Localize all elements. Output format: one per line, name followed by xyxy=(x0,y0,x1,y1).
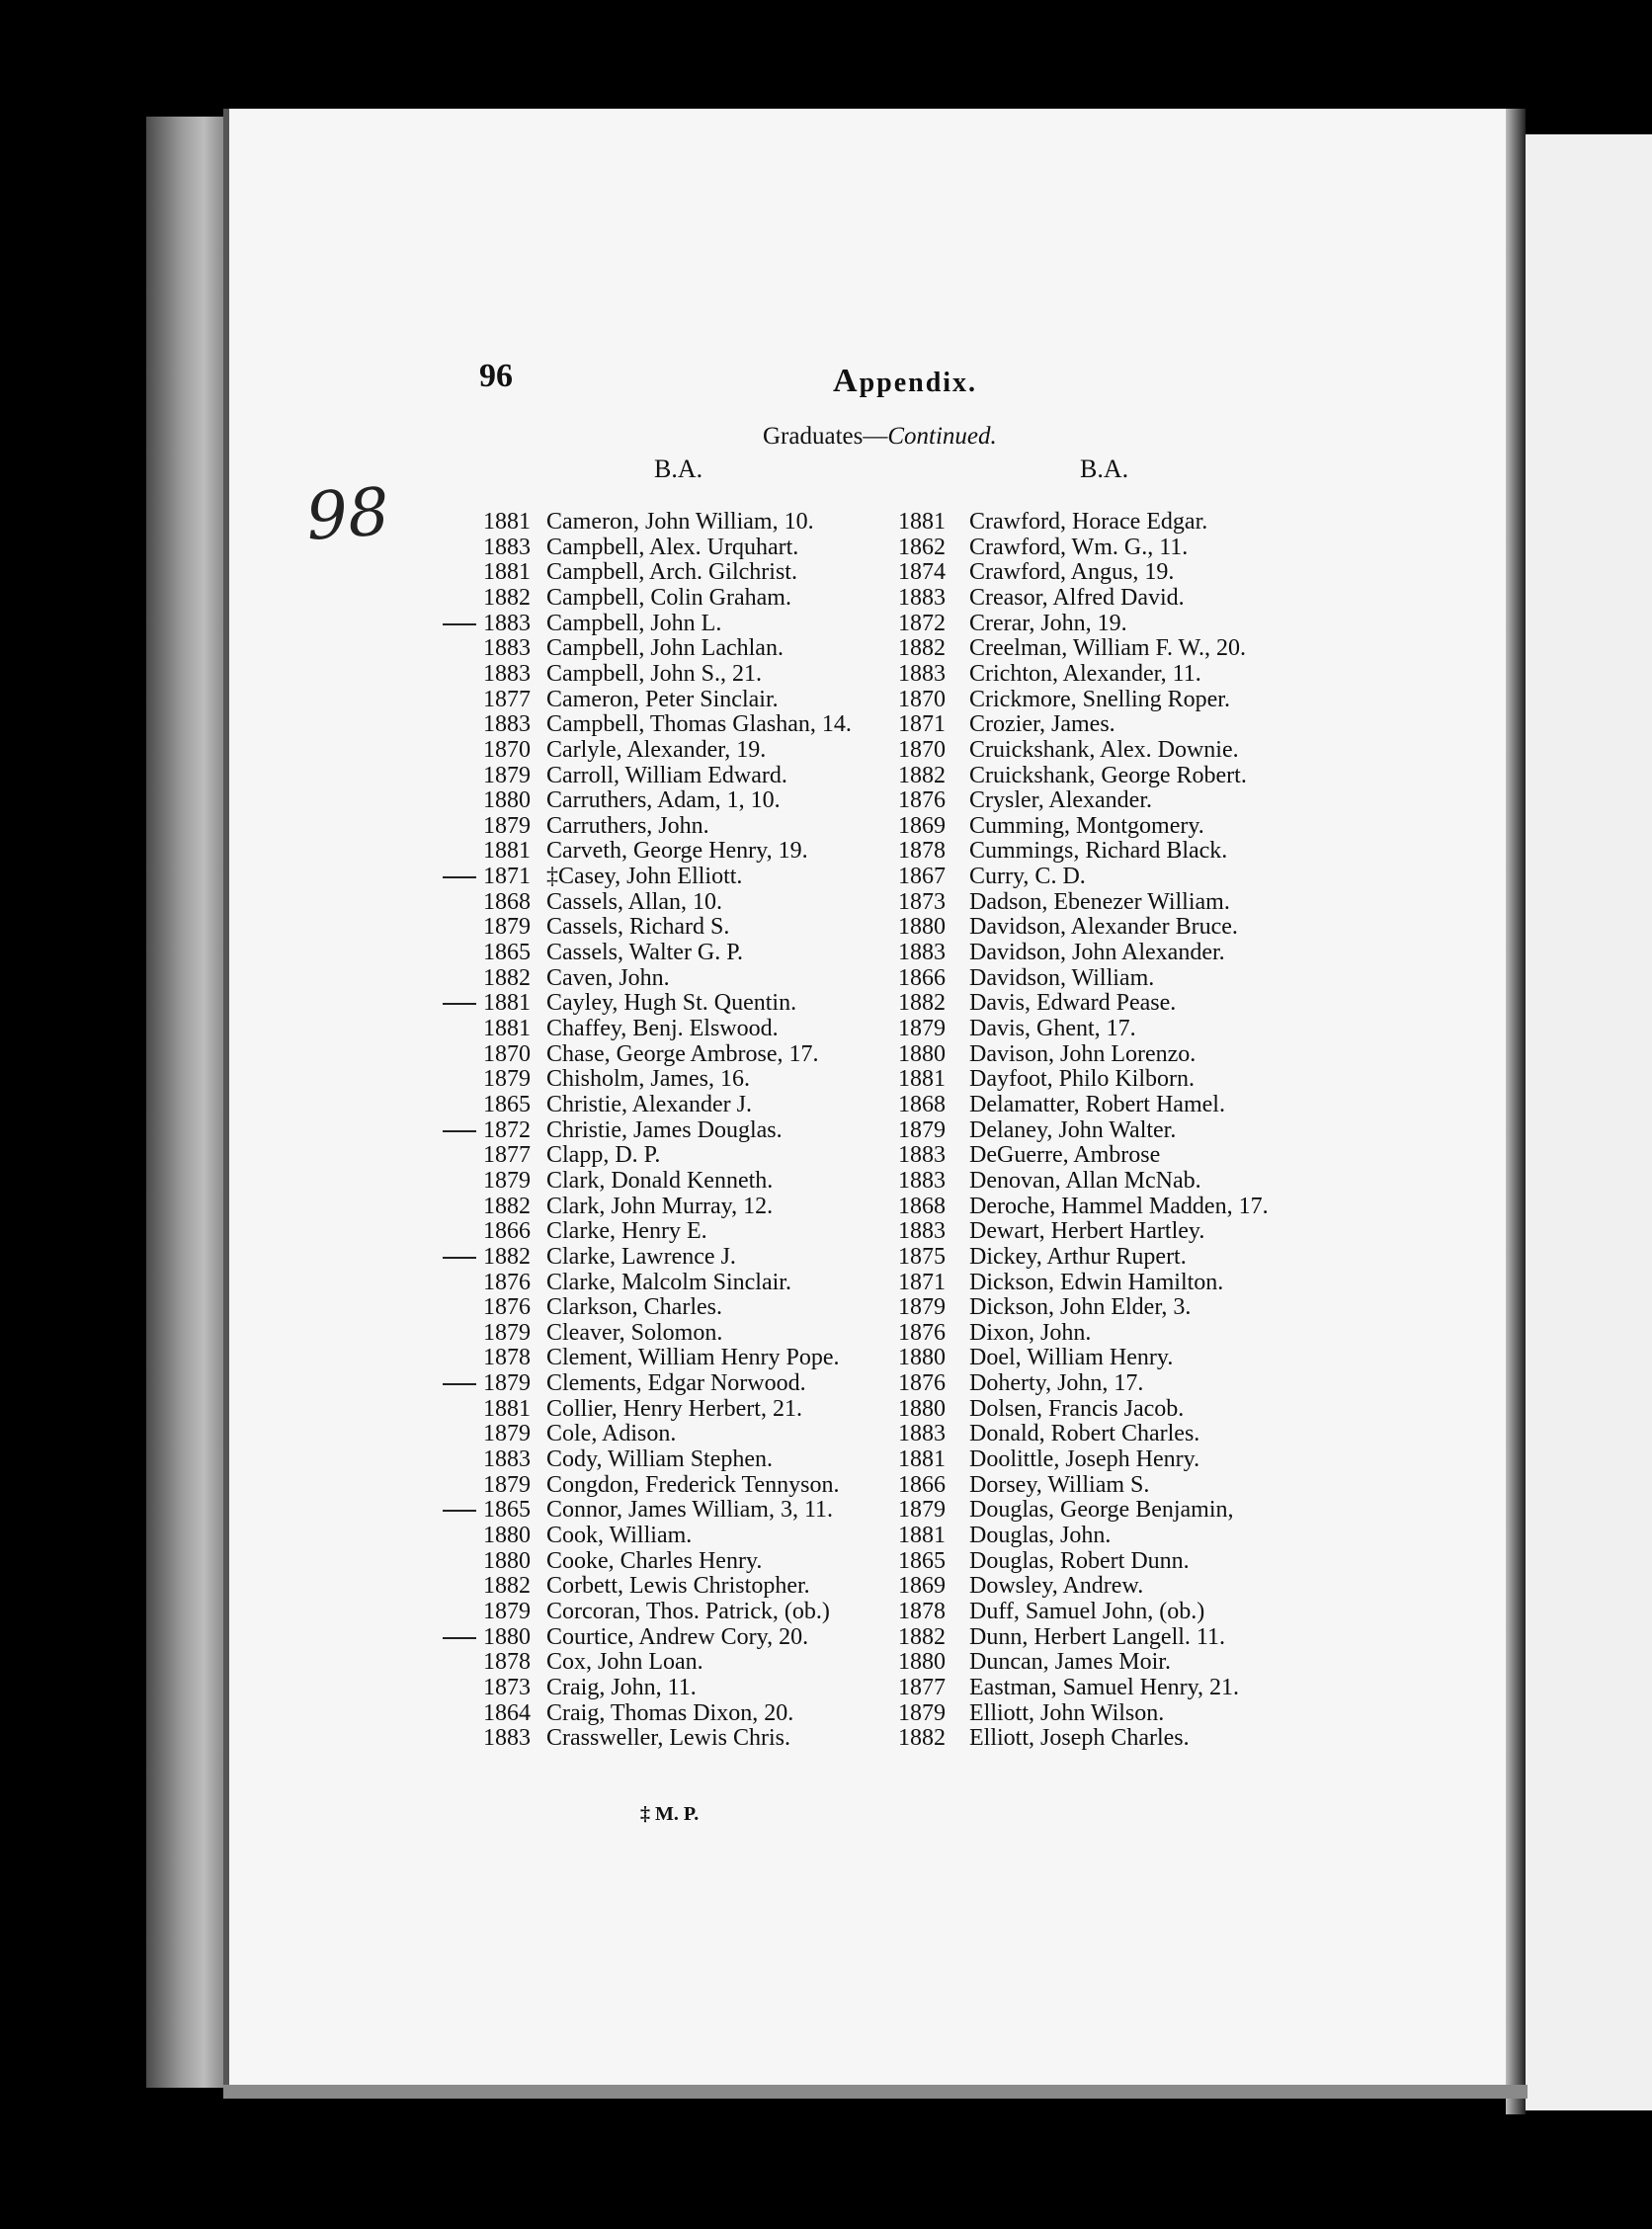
graduation-year: 1878 xyxy=(898,1598,946,1624)
graduation-year: 1880 xyxy=(898,1649,946,1676)
graduate-name: Connor, James William, 3, 11. xyxy=(546,1497,834,1524)
graduation-year: 1883 xyxy=(898,1142,946,1169)
graduation-year: 1877 xyxy=(483,1142,531,1169)
graduate-name: Clement, William Henry Pope. xyxy=(546,1345,840,1371)
pencil-tick-mark xyxy=(443,1257,476,1259)
graduation-year: 1866 xyxy=(898,964,946,991)
subtitle-main: Graduates— xyxy=(763,423,888,450)
pencil-tick-mark xyxy=(443,1003,476,1005)
graduation-year: 1870 xyxy=(898,686,946,712)
graduate-name: Crysler, Alexander. xyxy=(969,787,1152,814)
graduation-year: 1872 xyxy=(898,610,946,636)
running-title: Appendix. xyxy=(833,363,978,399)
graduate-name: Cleaver, Solomon. xyxy=(546,1319,723,1346)
graduation-year: 1883 xyxy=(483,660,531,687)
graduate-name: Eastman, Samuel Henry, 21. xyxy=(969,1674,1240,1700)
graduation-year: 1881 xyxy=(483,509,531,535)
graduation-year: 1880 xyxy=(483,1623,531,1650)
graduate-name: Cummings, Richard Black. xyxy=(969,838,1228,865)
graduate-name: Crickmore, Snelling Roper. xyxy=(969,686,1230,712)
graduation-year: 1872 xyxy=(483,1116,531,1143)
graduation-year: 1881 xyxy=(483,838,531,865)
graduate-name: Davis, Edward Pease. xyxy=(969,990,1177,1017)
graduation-year: 1862 xyxy=(898,534,946,560)
graduation-year: 1879 xyxy=(483,812,531,839)
graduation-year: 1879 xyxy=(483,762,531,788)
graduation-year: 1865 xyxy=(483,1497,531,1524)
graduation-year: 1882 xyxy=(898,635,946,662)
graduate-name: Crawford, Horace Edgar. xyxy=(969,509,1208,535)
graduate-name: Campbell, John S., 21. xyxy=(546,660,763,687)
graduate-name: Cameron, Peter Sinclair. xyxy=(546,686,779,712)
graduation-year: 1879 xyxy=(898,1497,946,1524)
graduate-name: Carroll, William Edward. xyxy=(546,762,787,788)
page-number: 96 xyxy=(479,358,513,394)
graduation-year: 1882 xyxy=(483,964,531,991)
graduation-year: 1878 xyxy=(483,1649,531,1676)
graduation-year: 1879 xyxy=(483,1167,531,1194)
graduation-year: 1881 xyxy=(483,1016,531,1041)
graduation-year: 1875 xyxy=(898,1243,946,1270)
graduate-name: Cruickshank, Alex. Downie. xyxy=(969,736,1239,763)
graduation-year: 1881 xyxy=(483,559,531,586)
graduate-name: Elliott, John Wilson. xyxy=(969,1699,1165,1726)
graduate-name: Clapp, D. P. xyxy=(546,1142,661,1169)
graduation-year: 1880 xyxy=(898,1395,946,1422)
graduate-name: Clarkson, Charles. xyxy=(546,1294,722,1321)
graduate-name: Campbell, Colin Graham. xyxy=(546,584,791,611)
graduation-year: 1876 xyxy=(483,1269,531,1295)
graduate-name: Cooke, Charles Henry. xyxy=(546,1547,763,1574)
graduate-name: Corbett, Lewis Christopher. xyxy=(546,1573,810,1600)
graduate-name: Campbell, Thomas Glashan, 14. xyxy=(546,711,852,738)
section-subtitle xyxy=(763,423,997,451)
graduation-year: 1880 xyxy=(898,914,946,941)
pencil-tick-mark xyxy=(443,1383,476,1385)
graduation-year: 1868 xyxy=(898,1193,946,1219)
graduation-year: 1870 xyxy=(483,736,531,763)
graduate-name: Clarke, Malcolm Sinclair. xyxy=(546,1269,791,1295)
graduation-year: 1878 xyxy=(483,1345,531,1371)
graduate-name: Cumming, Montgomery. xyxy=(969,812,1204,839)
graduation-year: 1876 xyxy=(898,1370,946,1397)
graduate-name: Duff, Samuel John, (ob.) xyxy=(969,1598,1205,1624)
graduation-year: 1881 xyxy=(483,990,531,1017)
graduation-year: 1882 xyxy=(898,990,946,1017)
graduation-year: 1868 xyxy=(483,888,531,915)
graduation-year: 1869 xyxy=(898,1573,946,1600)
pencil-tick-mark xyxy=(443,876,476,878)
graduation-year: 1865 xyxy=(483,940,531,966)
graduate-name: Crassweller, Lewis Chris. xyxy=(546,1725,790,1752)
graduate-name: Davidson, Alexander Bruce. xyxy=(969,914,1238,941)
graduate-name: Corcoran, Thos. Patrick, (ob.) xyxy=(546,1598,830,1624)
subtitle-continued: Continued. xyxy=(887,423,997,450)
graduation-year: 1882 xyxy=(483,1243,531,1270)
graduation-year: 1883 xyxy=(898,660,946,687)
graduation-year: 1870 xyxy=(898,736,946,763)
graduation-year: 1871 xyxy=(898,711,946,738)
graduation-year: 1866 xyxy=(483,1218,531,1245)
graduate-name: Clark, John Murray, 12. xyxy=(546,1193,774,1219)
graduation-year: 1877 xyxy=(898,1674,946,1700)
graduation-year: 1880 xyxy=(898,1345,946,1371)
graduation-year: 1883 xyxy=(483,711,531,738)
graduate-name: Dixon, John. xyxy=(969,1319,1092,1346)
graduate-name: Cassels, Richard S. xyxy=(546,914,730,941)
graduate-name: Chisholm, James, 16. xyxy=(546,1066,751,1093)
pencil-tick-mark xyxy=(443,1130,476,1132)
graduate-name: Douglas, Robert Dunn. xyxy=(969,1547,1190,1574)
graduate-name: Cruickshank, George Robert. xyxy=(969,762,1247,788)
graduate-name: Dadson, Ebenezer William. xyxy=(969,888,1230,915)
graduation-year: 1880 xyxy=(483,1547,531,1574)
graduate-name: Clarke, Henry E. xyxy=(546,1218,707,1245)
graduate-name: Davis, Ghent, 17. xyxy=(969,1016,1136,1041)
graduate-name: Courtice, Andrew Cory, 20. xyxy=(546,1623,809,1650)
graduate-name: Dickson, Edwin Hamilton. xyxy=(969,1269,1224,1295)
graduate-name: Delamatter, Robert Hamel. xyxy=(969,1091,1225,1117)
graduate-name: Dunn, Herbert Langell. 11. xyxy=(969,1623,1226,1650)
graduation-year: 1879 xyxy=(483,1421,531,1447)
graduate-name: Dickey, Arthur Rupert. xyxy=(969,1243,1187,1270)
graduate-name: Douglas, John. xyxy=(969,1523,1112,1548)
pencil-tick-mark xyxy=(443,1510,476,1512)
graduate-name: Dewart, Herbert Hartley. xyxy=(969,1218,1205,1245)
graduate-name: Creelman, William F. W., 20. xyxy=(969,635,1246,662)
graduation-year: 1879 xyxy=(898,1699,946,1726)
graduate-name: Cassels, Walter G. P. xyxy=(546,940,743,966)
graduate-name: Campbell, John Lachlan. xyxy=(546,635,784,662)
graduate-name: Cook, William. xyxy=(546,1523,693,1548)
graduation-year: 1883 xyxy=(898,1218,946,1245)
graduate-name: Elliott, Joseph Charles. xyxy=(969,1725,1190,1752)
graduation-year: 1879 xyxy=(483,1598,531,1624)
graduation-year: 1876 xyxy=(483,1294,531,1321)
graduation-year: 1883 xyxy=(483,534,531,560)
graduation-year: 1870 xyxy=(483,1040,531,1067)
page-bottom-edge xyxy=(223,2085,1528,2099)
graduate-name: Cassels, Allan, 10. xyxy=(546,888,722,915)
graduate-name: Crozier, James. xyxy=(969,711,1115,738)
document-page xyxy=(223,109,1524,2095)
graduation-year: 1881 xyxy=(898,1523,946,1548)
graduation-year: 1864 xyxy=(483,1699,531,1726)
graduation-year: 1879 xyxy=(898,1294,946,1321)
graduate-name: Davison, John Lorenzo. xyxy=(969,1040,1197,1067)
pencil-tick-mark xyxy=(443,1637,476,1639)
column-head-right: B.A. xyxy=(1080,454,1129,483)
graduate-name: DeGuerre, Ambrose xyxy=(969,1142,1161,1169)
graduation-year: 1865 xyxy=(483,1091,531,1117)
graduation-year: 1881 xyxy=(898,1066,946,1093)
graduate-name: ‡Casey, John Elliott. xyxy=(546,864,743,890)
graduation-year: 1879 xyxy=(483,914,531,941)
facing-page xyxy=(1526,134,1652,2110)
graduate-name: Doel, William Henry. xyxy=(969,1345,1174,1371)
graduation-year: 1873 xyxy=(898,888,946,915)
graduation-year: 1881 xyxy=(483,1395,531,1422)
graduate-name: Christie, James Douglas. xyxy=(546,1116,783,1143)
footnote: ‡ M. P. xyxy=(640,1803,700,1825)
graduate-name: Congdon, Frederick Tennyson. xyxy=(546,1471,840,1498)
graduation-year: 1879 xyxy=(898,1016,946,1041)
graduate-name: Christie, Alexander J. xyxy=(546,1091,752,1117)
graduate-name: Dowsley, Andrew. xyxy=(969,1573,1144,1600)
graduate-name: Craig, John, 11. xyxy=(546,1674,697,1700)
graduate-name: Cole, Adison. xyxy=(546,1421,677,1447)
graduation-year: 1883 xyxy=(898,940,946,966)
graduate-name: Dickson, John Elder, 3. xyxy=(969,1294,1192,1321)
graduate-name: Dolsen, Francis Jacob. xyxy=(969,1395,1185,1422)
graduate-name: Caven, John. xyxy=(546,964,670,991)
graduation-year: 1883 xyxy=(898,1421,946,1447)
graduation-year: 1871 xyxy=(898,1269,946,1295)
graduation-year: 1882 xyxy=(483,1573,531,1600)
graduate-name: Chaffey, Benj. Elswood. xyxy=(546,1016,779,1041)
graduate-name: Dayfoot, Philo Kilborn. xyxy=(969,1066,1195,1093)
graduation-year: 1882 xyxy=(898,1623,946,1650)
graduate-name: Crawford, Angus, 19. xyxy=(969,559,1175,586)
graduate-name: Campbell, Alex. Urquhart. xyxy=(546,534,799,560)
graduation-year: 1879 xyxy=(483,1066,531,1093)
graduate-name: Cayley, Hugh St. Quentin. xyxy=(546,990,797,1017)
graduation-year: 1882 xyxy=(898,1725,946,1752)
graduate-name: Crichton, Alexander, 11. xyxy=(969,660,1201,687)
graduation-year: 1877 xyxy=(483,686,531,712)
graduate-name: Chase, George Ambrose, 17. xyxy=(546,1040,819,1067)
graduation-year: 1865 xyxy=(898,1547,946,1574)
graduate-name: Davidson, William. xyxy=(969,964,1155,991)
graduate-name: Deroche, Hammel Madden, 17. xyxy=(969,1193,1269,1219)
graduate-name: Carruthers, Adam, 1, 10. xyxy=(546,787,781,814)
graduation-year: 1868 xyxy=(898,1091,946,1117)
graduation-year: 1876 xyxy=(898,1319,946,1346)
graduate-name: Douglas, George Benjamin, xyxy=(969,1497,1234,1524)
graduation-year: 1871 xyxy=(483,864,531,890)
graduate-name: Clark, Donald Kenneth. xyxy=(546,1167,774,1194)
book-gutter xyxy=(1506,109,1526,2114)
graduate-name: Crerar, John, 19. xyxy=(969,610,1127,636)
graduate-name: Dorsey, William S. xyxy=(969,1471,1150,1498)
graduate-name: Cameron, John William, 10. xyxy=(546,509,814,535)
graduation-year: 1883 xyxy=(483,610,531,636)
graduation-year: 1879 xyxy=(483,1370,531,1397)
graduate-name: Denovan, Allan McNab. xyxy=(969,1167,1201,1194)
graduation-year: 1880 xyxy=(483,1523,531,1548)
graduate-name: Curry, C. D. xyxy=(969,864,1086,890)
graduate-name: Duncan, James Moir. xyxy=(969,1649,1171,1676)
graduate-name: Carruthers, John. xyxy=(546,812,709,839)
graduation-year: 1882 xyxy=(483,1193,531,1219)
graduate-name: Clements, Edgar Norwood. xyxy=(546,1370,806,1397)
graduation-year: 1874 xyxy=(898,559,946,586)
graduation-year: 1881 xyxy=(898,509,946,535)
graduate-name: Crawford, Wm. G., 11. xyxy=(969,534,1189,560)
graduation-year: 1882 xyxy=(898,762,946,788)
graduation-year: 1879 xyxy=(483,1471,531,1498)
graduate-name: Collier, Henry Herbert, 21. xyxy=(546,1395,802,1422)
graduate-name: Cody, William Stephen. xyxy=(546,1446,774,1473)
graduation-year: 1878 xyxy=(898,838,946,865)
graduate-name: Donald, Robert Charles. xyxy=(969,1421,1200,1447)
graduation-year: 1867 xyxy=(898,864,946,890)
graduate-name: Clarke, Lawrence J. xyxy=(546,1243,736,1270)
graduate-name: Creasor, Alfred David. xyxy=(969,584,1185,611)
graduation-year: 1879 xyxy=(898,1116,946,1143)
page-stack-edge xyxy=(146,117,223,2088)
graduate-name: Campbell, John L. xyxy=(546,610,722,636)
graduation-year: 1879 xyxy=(483,1319,531,1346)
graduate-name: Cox, John Loan. xyxy=(546,1649,703,1676)
graduation-year: 1869 xyxy=(898,812,946,839)
graduation-year: 1873 xyxy=(483,1674,531,1700)
graduate-name: Delaney, John Walter. xyxy=(969,1116,1177,1143)
graduation-year: 1881 xyxy=(898,1446,946,1473)
pencil-tick-mark xyxy=(443,623,476,625)
graduation-year: 1883 xyxy=(483,1725,531,1752)
graduate-name: Davidson, John Alexander. xyxy=(969,940,1225,966)
graduate-name: Doolittle, Joseph Henry. xyxy=(969,1446,1200,1473)
graduate-name: Carveth, George Henry, 19. xyxy=(546,838,808,865)
handwritten-margin-note: 98 xyxy=(303,473,392,555)
graduation-year: 1882 xyxy=(483,584,531,611)
column-head-left: B.A. xyxy=(654,454,703,483)
graduation-year: 1880 xyxy=(483,787,531,814)
graduation-year: 1880 xyxy=(898,1040,946,1067)
graduation-year: 1883 xyxy=(898,1167,946,1194)
graduation-year: 1883 xyxy=(483,1446,531,1473)
graduation-year: 1866 xyxy=(898,1471,946,1498)
graduation-year: 1883 xyxy=(898,584,946,611)
graduation-year: 1876 xyxy=(898,787,946,814)
graduation-year: 1883 xyxy=(483,635,531,662)
graduate-name: Carlyle, Alexander, 19. xyxy=(546,736,767,763)
graduate-name: Campbell, Arch. Gilchrist. xyxy=(546,559,797,586)
graduate-name: Craig, Thomas Dixon, 20. xyxy=(546,1699,794,1726)
graduate-name: Doherty, John, 17. xyxy=(969,1370,1144,1397)
